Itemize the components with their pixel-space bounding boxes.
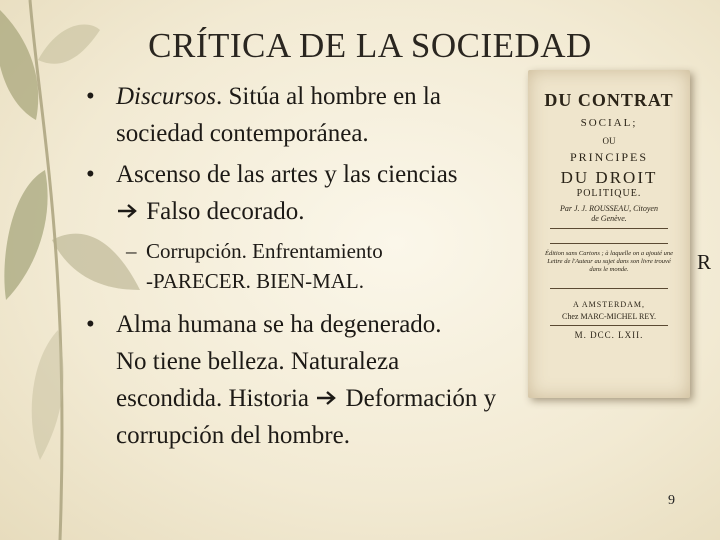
book-title-line: POLITIQUE. (576, 188, 642, 199)
book-author: Par J. J. ROUSSEAU, Citoyen (560, 204, 658, 213)
book-divider (550, 288, 668, 289)
page-number: 9 (668, 493, 675, 508)
sub-bullet-marker: – (126, 239, 137, 263)
bullet-marker: • (86, 83, 95, 110)
slide-title: CRÍTICA DE LA SOCIEDAD (148, 26, 592, 65)
bullet-line: Falso decorado. (146, 198, 305, 225)
book-divider (550, 228, 668, 229)
book-divider (550, 325, 668, 326)
book-author: de Genève. (591, 214, 627, 223)
book-title-line: DU DROIT (560, 168, 658, 187)
bullet-line: corrupción del hombre. (116, 422, 350, 449)
bullet-line: Deformación y (345, 385, 497, 412)
text-fragment: R (697, 250, 712, 274)
book-title-line: DU CONTRAT (544, 90, 674, 110)
book-cover-image (528, 70, 690, 398)
bullet-marker: • (86, 161, 95, 188)
book-publisher: Chez MARC-MICHEL REY. (562, 312, 656, 321)
book-divider (550, 243, 668, 244)
right-arrow-icon (315, 389, 339, 407)
sub-bullet-line: -PARECER. BIEN-MAL. (146, 269, 364, 293)
bullet-line: No tiene belleza. Naturaleza (116, 348, 400, 375)
bullet-line: Ascenso de las artes y las ciencias (116, 161, 458, 188)
book-title-line: OU (602, 136, 616, 146)
bullet-italic-term: Discursos (116, 83, 217, 110)
book-title-line: PRINCIPES (569, 150, 649, 164)
book-title-line: SOCIAL; (580, 117, 638, 129)
book-note: Édition sans Cartons ; à laquelle on a ajouté une Lettre de l'Auteur au sujet dans son livre trouvé dans le monde. (544, 250, 673, 273)
book-year: M. DCC. LXII. (574, 330, 644, 340)
right-arrow-icon (116, 202, 140, 220)
bullet-marker: • (86, 311, 95, 338)
sub-bullet-line: Corrupción. Enfrentamiento (146, 239, 383, 263)
book-place: A AMSTERDAM, (572, 300, 645, 309)
bullet-line: escondida. Historia (116, 385, 310, 412)
bullet-line: Alma humana se ha degenerado. (116, 311, 442, 338)
bullet-line: . Sitúa al hombre en la (216, 83, 441, 110)
bullet-line: sociedad contemporánea. (116, 120, 369, 147)
